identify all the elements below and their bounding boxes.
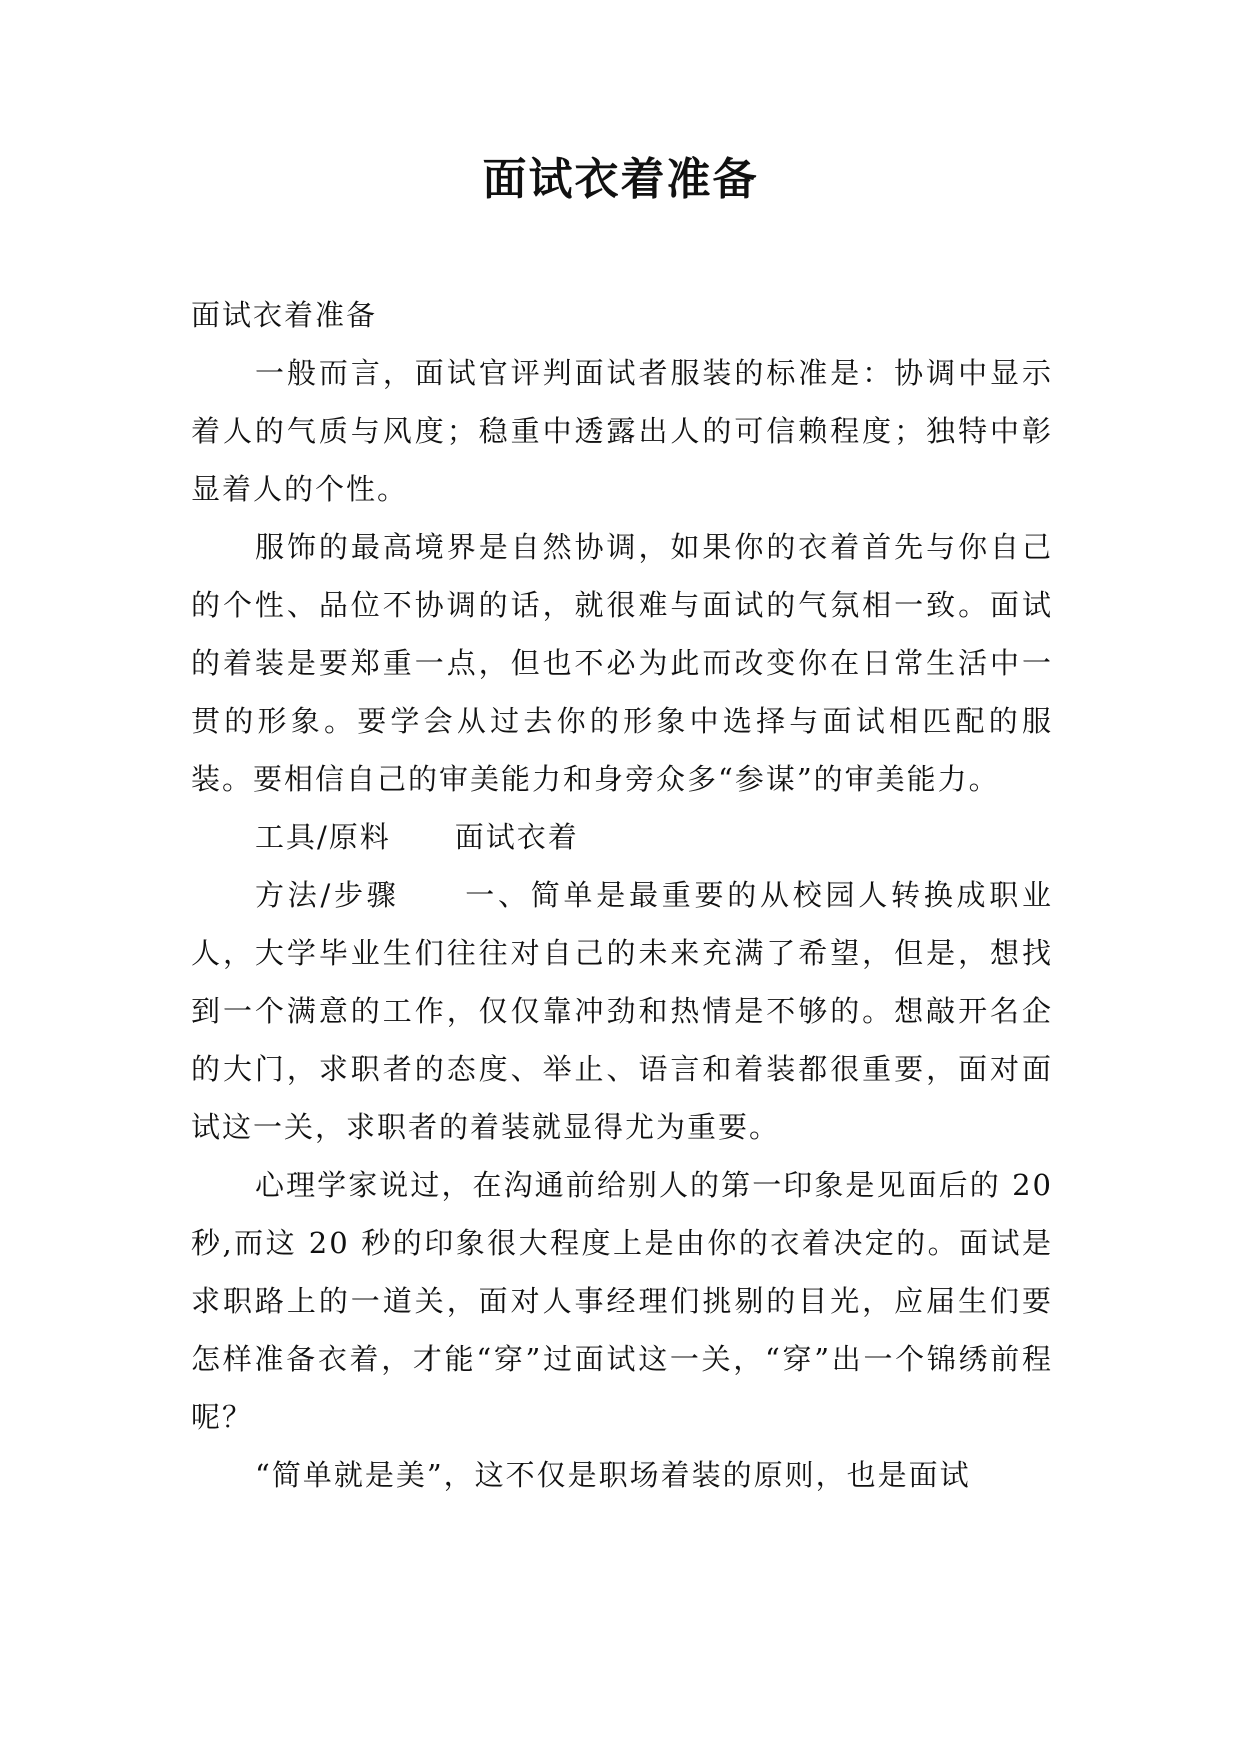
document-body [191,286,1053,1504]
tools-value: 面试衣着 [454,820,579,854]
method-value: 一、简单是最重要的从校园人转换成职业人，大学毕业生们往往对自己的未来充满了希望，但是，想找到一个满意的工作，仅仅靠冲劲和热情是不够的。想敲开名企的大门，求职者的态度、举止、语言和着装都很重要，面对面试这一关，求职者的着装就显得尤为重要。 [191,878,1053,1144]
paragraph-psychology: 心理学家说过，在沟通前给别人的第一印象是见面后的 20 秒,而这 20 秒的印象很大程度上是由你的衣着决定的。面试是求职路上的一道关，面对人事经理们挑剔的目光，应届生们要怎样准备衣着，才能“穿”过面试这一关，“穿”出一个锦绣前程呢？ [191,1168,1053,1434]
method-label: 方法/步骤 [255,878,400,912]
tools-label: 工具/原料 [255,820,391,854]
paragraph-simplicity: “简单就是美”，这不仅是职场着装的原则，也是面试 [255,1458,971,1492]
tools-line [191,808,1053,866]
page-title: 面试衣着准备 [482,154,759,205]
paragraph-standard: 一般而言，面试官评判面试者服装的标准是：协调中显示着人的气质与风度；稳重中透露出人的可信赖程度；独特中彰显着人的个性。 [191,356,1053,506]
subtitle: 面试衣着准备 [191,298,378,332]
method-line [191,866,1053,1156]
paragraph-harmony: 服饰的最高境界是自然协调，如果你的衣着首先与你自己的个性、品位不协调的话，就很难与面试的气氛相一致。面试的着装是要郑重一点，但也不必为此而改变你在日常生活中一贯的形象。要学会从过去你的形象中选择与面试相匹配的服装。要相信自己的审美能力和身旁众多“参谋”的审美能力。 [191,530,1053,796]
